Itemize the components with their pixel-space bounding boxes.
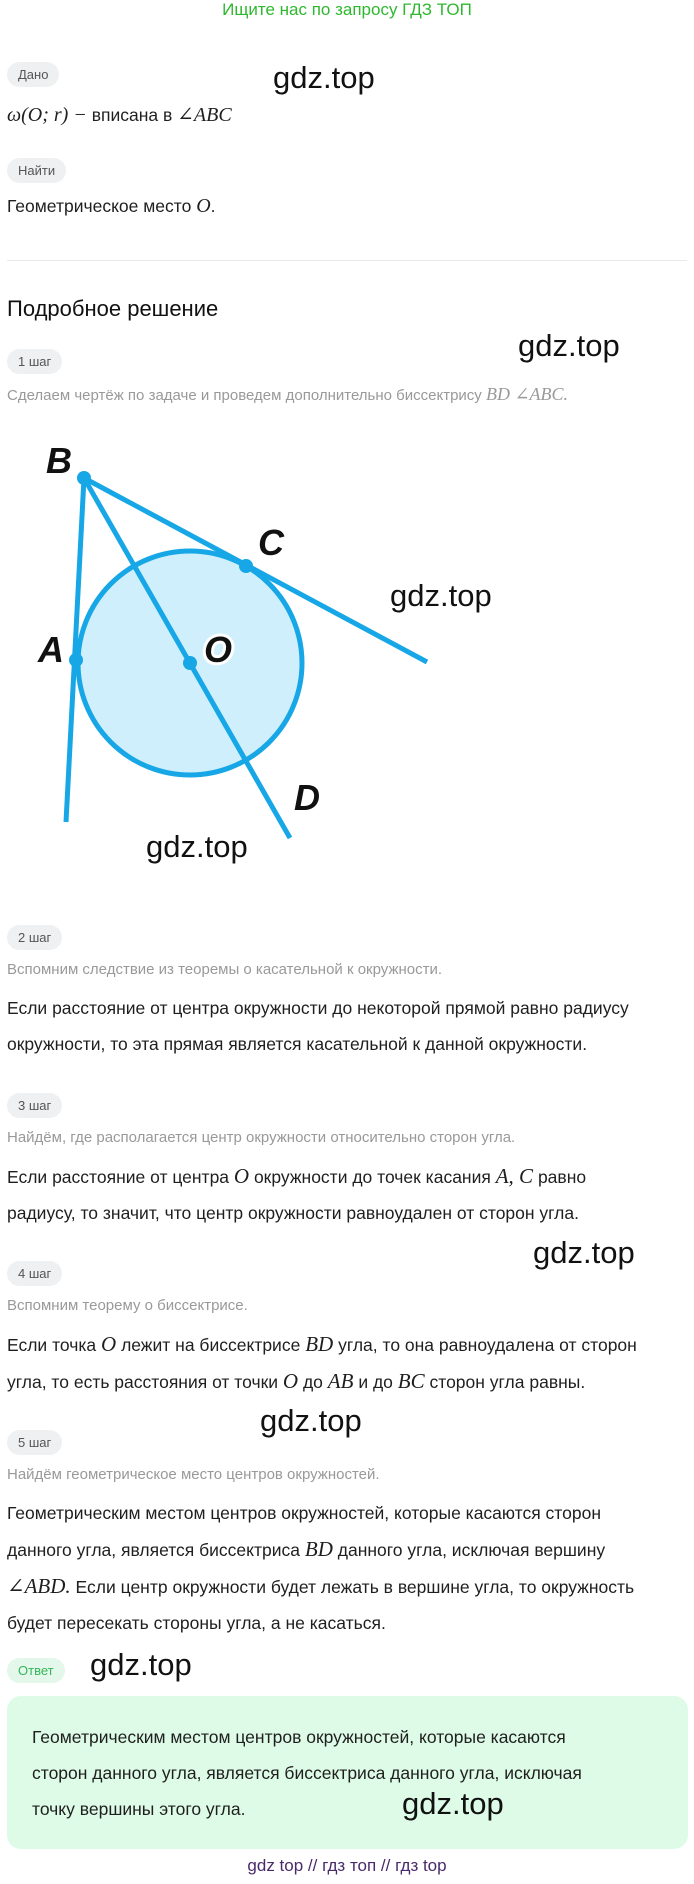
step-3-math: O	[233, 1164, 250, 1188]
step-4-text-part: до	[302, 1372, 323, 1392]
step-4-math: O	[101, 1332, 117, 1356]
step-2-text	[7, 990, 687, 1062]
step-4-math: O	[282, 1369, 299, 1393]
step-4-text-part: Если точка	[7, 1335, 97, 1355]
step-1-hint	[7, 384, 568, 405]
label-o: O	[204, 629, 233, 670]
watermark: gdz.top	[260, 1403, 362, 1438]
find-chip: Найти	[7, 158, 66, 183]
step-3-hint: Найдём, где располагается центр окружности относительно сторон угла.	[7, 1129, 516, 1146]
point-o	[183, 656, 197, 670]
step-5-line-4: будет пересекать стороны угла, а не касаться.	[7, 1613, 386, 1633]
step-2-line-1: Если расстояние от центра окружности до некоторой прямой равно радиусу	[7, 998, 629, 1018]
step-5-text-part: Если центр окружности будет лежать в вершине угла, то окружность	[75, 1577, 635, 1597]
find-end: .	[210, 196, 216, 216]
step-4-chip: 4 шаг	[7, 1261, 62, 1286]
given-chip: Дано	[7, 62, 59, 87]
answer-line-3: точку вершины этого угла.	[32, 1799, 246, 1819]
watermark: gdz.top	[273, 60, 375, 95]
step-4-text	[7, 1326, 687, 1400]
step-5-hint: Найдём геометрическое место центров окружностей.	[7, 1466, 380, 1483]
step-2-hint: Вспомним следствие из теоремы о касательной к окружности.	[7, 961, 443, 978]
label-a: A	[38, 629, 64, 670]
step-5-text	[7, 1495, 687, 1641]
answer-line-1: Геометрическим местом центров окружностей, которые касаются	[32, 1727, 566, 1747]
label-c: C	[258, 522, 284, 563]
divider	[7, 260, 687, 261]
answer-text	[32, 1719, 652, 1827]
label-b: B	[46, 440, 72, 481]
step-4-text-part: угла, то есть расстояния от точки	[7, 1372, 279, 1392]
given-math-angle: ∠ABC	[177, 104, 232, 126]
step-2-line-2: окружности, то эта прямая является касательной к данной окружности.	[7, 1034, 588, 1054]
find-math: O	[196, 195, 211, 217]
solution-title: Подробное решение	[7, 296, 219, 321]
watermark: gdz.top	[402, 1786, 504, 1821]
step-3-text-part: Если расстояние от центра	[7, 1167, 230, 1187]
step-4-text-part: и до	[358, 1372, 393, 1392]
step-4-math: BD	[305, 1332, 334, 1356]
label-d: D	[294, 777, 320, 818]
step-3-math: A, C	[495, 1164, 534, 1188]
step-3-text	[7, 1158, 687, 1231]
step-3-text-part: равно	[537, 1167, 587, 1187]
step-3-line-1	[7, 1158, 687, 1195]
step-4-hint: Вспомним теорему о биссектрисе.	[7, 1297, 248, 1314]
find-text: Геометрическое место	[7, 196, 192, 216]
step-1-hint-text: Сделаем чертёж по задаче и проведем дополнительно биссектрису	[7, 387, 482, 404]
given-text: вписана в	[91, 105, 173, 125]
find-line	[7, 195, 216, 218]
step-1-chip: 1 шаг	[7, 349, 62, 374]
watermark: gdz.top	[390, 578, 492, 613]
step-3-line-2: радиусу, то значит, что центр окружности равноудален от сторон угла.	[7, 1203, 579, 1223]
step-4-text-part: лежит на биссектрисе	[121, 1335, 301, 1355]
step-5-text-part: данного угла, исключая вершину	[337, 1540, 606, 1560]
watermark: gdz.top	[518, 328, 620, 363]
given-math: ω(O; r) −	[7, 104, 87, 126]
top-banner[interactable]: Ищите нас по запросу ГДЗ ТОП	[222, 0, 472, 19]
step-1-hint-math: BD ∠ABC.	[485, 384, 569, 404]
step-2-chip: 2 шаг	[7, 925, 62, 950]
watermark: gdz.top	[90, 1647, 192, 1682]
step-5-math: ∠ABD.	[7, 1574, 71, 1598]
watermark: gdz.top	[533, 1235, 635, 1270]
point-c	[239, 559, 253, 573]
answer-chip: Ответ	[7, 1658, 65, 1683]
step-5-text-part: данного угла, является биссектриса	[7, 1540, 301, 1560]
given-line	[7, 102, 232, 127]
watermark: gdz.top	[146, 829, 248, 864]
step-4-text-part: сторон угла равны.	[429, 1372, 586, 1392]
step-5-line-2	[7, 1531, 687, 1568]
point-a	[69, 653, 83, 667]
answer-line-2: сторон данного угла, является биссектриса данного угла, исключая	[32, 1763, 582, 1783]
step-5-chip: 5 шаг	[7, 1430, 62, 1455]
point-b	[77, 471, 91, 485]
geometry-figure	[0, 430, 460, 850]
step-5-line-1: Геометрическим местом центров окружностей, которые касаются сторон	[7, 1503, 601, 1523]
step-4-math: AB	[327, 1369, 354, 1393]
footer-links[interactable]: gdz top // гдз топ // гдз top	[247, 1856, 447, 1875]
step-4-math: BC	[397, 1369, 425, 1393]
step-4-text-part: угла, то она равноудалена от сторон	[338, 1335, 637, 1355]
step-3-text-part: окружности до точек касания	[253, 1167, 491, 1187]
step-5-math: BD	[304, 1537, 333, 1561]
step-5-line-3	[7, 1568, 687, 1605]
step-4-line-2	[7, 1363, 687, 1400]
step-3-chip: 3 шаг	[7, 1093, 62, 1118]
step-4-line-1	[7, 1326, 687, 1363]
